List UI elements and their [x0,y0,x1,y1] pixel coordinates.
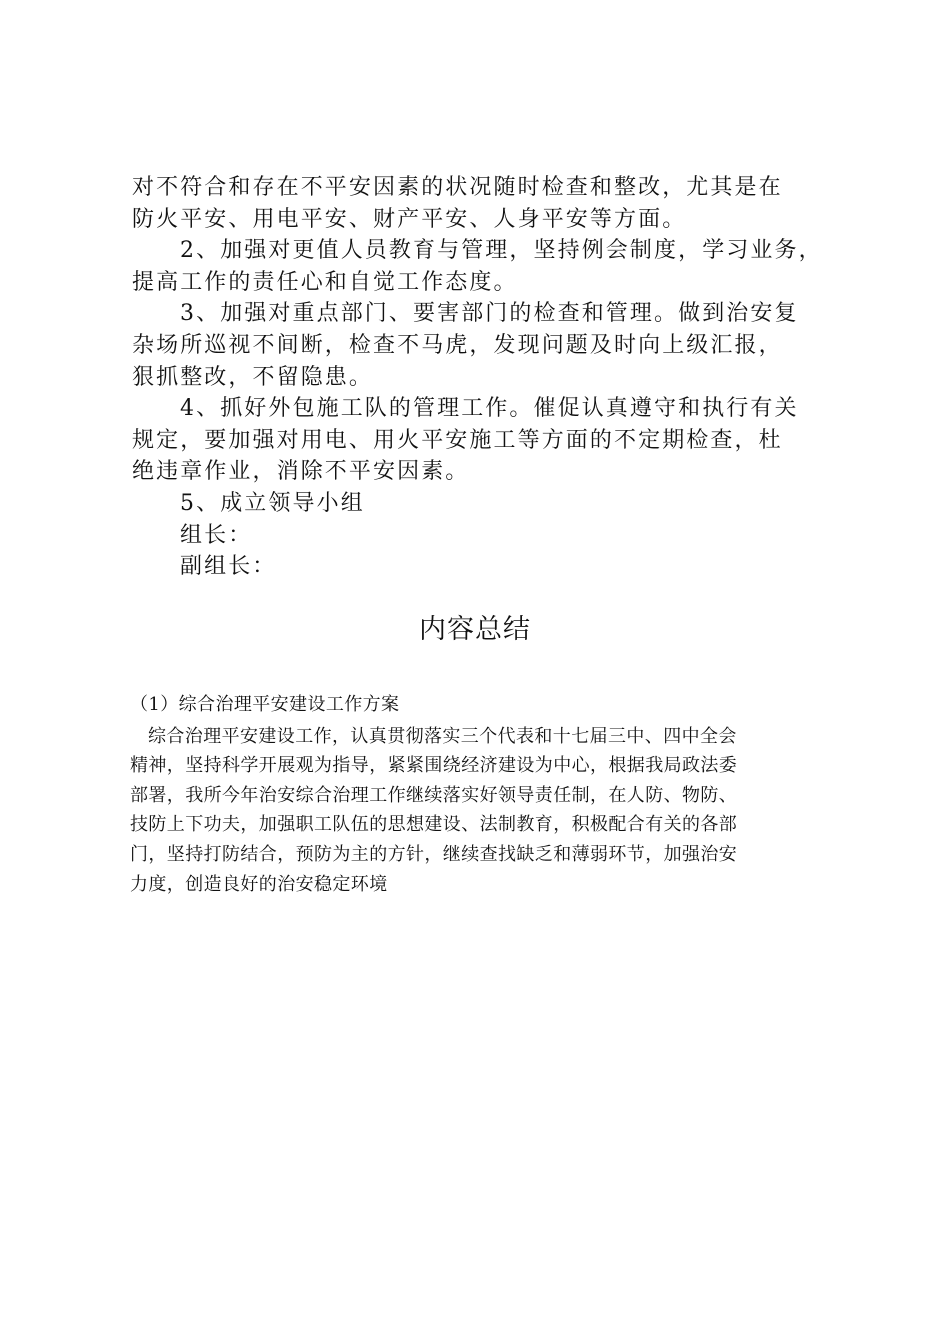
body-line: 组长： [180,522,253,548]
summary-line: 技防上下功夫，加强职工队伍的思想建设、法制教育，积极配合有关的各部 [130,814,738,836]
summary-line: 精神，坚持科学开展观为指导，紧紧围绕经济建设为中心，根据我局政法委 [130,755,738,777]
summary-line: 综合治理平安建设工作，认真贯彻落实三个代表和十七届三中、四中全会 [148,725,737,747]
summary-title: 内容总结 [419,614,531,645]
body-line: 绝违章作业，消除不平安因素。 [132,459,470,485]
body-line: 2、加强对更值人员教育与管理，坚持例会制度，学习业务， [180,238,823,264]
summary-line: 门，坚持打防结合，预防为主的方针，继续查找缺乏和薄弱环节，加强治安 [130,843,738,865]
body-line: 狠抓整改，不留隐患。 [132,364,374,390]
body-line: 防火平安、用电平安、财产平安、人身平安等方面。 [132,206,687,232]
body-line: 规定，要加强对用电、用火平安施工等方面的不定期检查，杜 [132,427,783,453]
body-line: 杂场所巡视不间断，检查不马虎，发现问题及时向上级汇报， [132,332,783,358]
summary-line: 部署，我所今年治安综合治理工作继续落实好领导责任制，在人防、物防、 [130,784,738,806]
body-line: 对不符合和存在不平安因素的状况随时检查和整改，尤其是在 [132,175,783,200]
document-body [132,172,832,583]
body-line: 副组长： [180,554,277,580]
body-line: 4、抓好外包施工队的管理工作。催促认真遵守和执行有关 [180,396,799,422]
summary-section [130,690,830,899]
summary-heading: （1）综合治理平安建设工作方案 [130,694,400,715]
body-line: 提高工作的责任心和自觉工作态度。 [132,269,518,295]
body-line: 3、加强对重点部门、要害部门的检查和管理。做到治安复 [180,301,799,327]
body-line: 5、成立领导小组 [180,490,365,516]
summary-line: 力度，创造良好的治安稳定环境 [130,873,388,895]
